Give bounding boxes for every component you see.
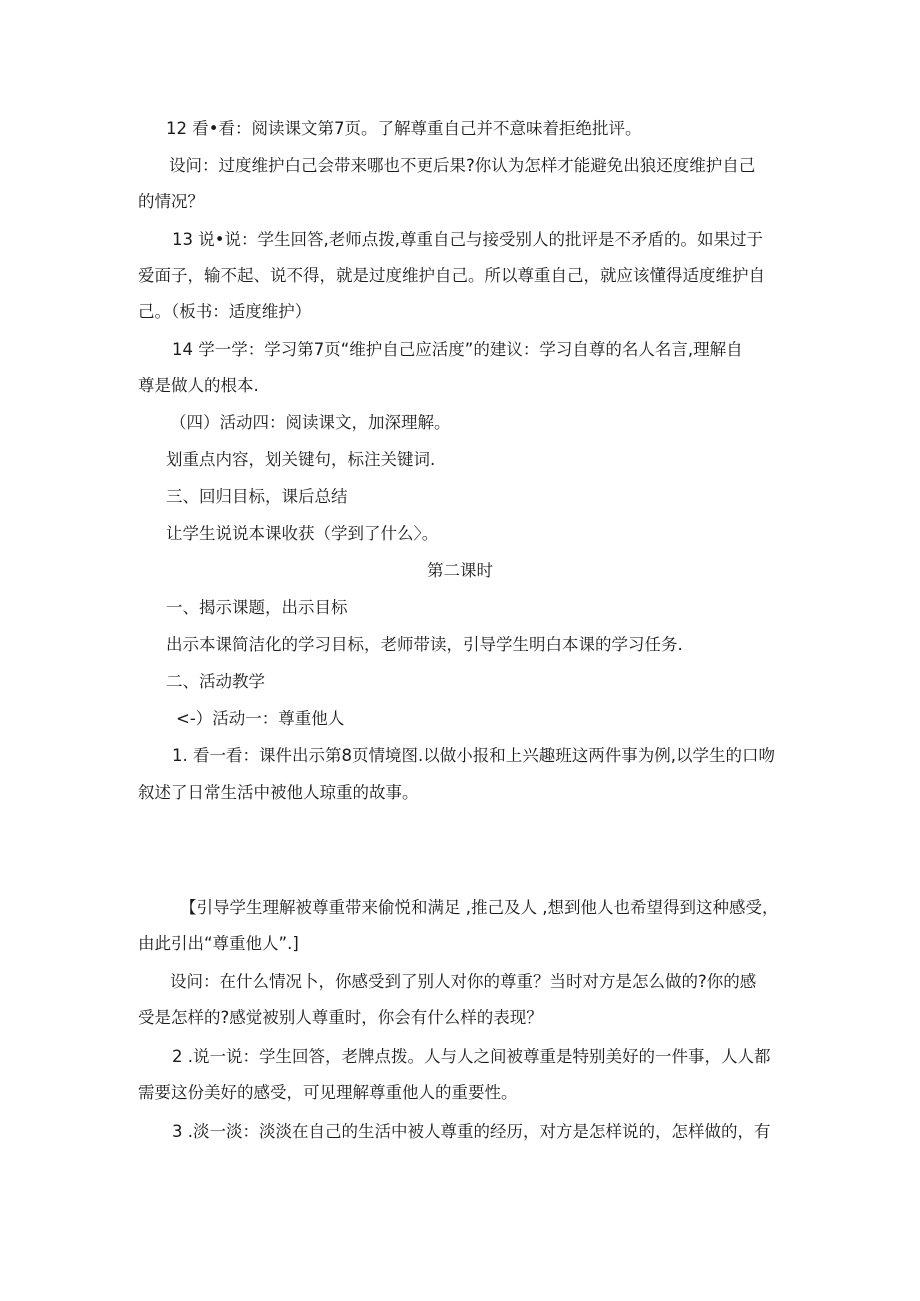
step-13-line-2: 爱面子，输不起、说不得，就是过度维护自己。所以尊重自己，就应该懂得适度维护自: [138, 266, 765, 285]
look-step-line-1: 1. 看一看：课件出示第8页情境图.以做小报和上兴趣班这两件事为例,以学生的口吻: [172, 746, 775, 765]
section-2-heading: 二、活动教学: [166, 672, 265, 691]
look-step-line-2: 叙述了日常生活中被他人琼重的故事。: [138, 783, 419, 802]
activity-4-instruction: 划重点内容，划关键句，标注关键词.: [166, 450, 436, 469]
guidance-line-1: 【引导学生理解被尊重带来偷悦和满足 ,推己及人 ,想到他人也希望得到这种感受，: [180, 898, 779, 917]
lesson-2-title: 第二课时: [427, 561, 493, 580]
section-1-body: 出示本课简洁化的学习目标，老师带读，引导学生明白本课的学习任务.: [166, 635, 683, 654]
section-1-heading: 一、揭示课题，出示目标: [166, 598, 348, 617]
guidance-line-2: 由此引出“尊重他人”.]: [138, 934, 299, 953]
speak-step-line-2: 需要这份美好的感受，可见理解尊重他人的重要性。: [138, 1083, 518, 1102]
activity-4-heading: （四）活动四：阅读课文，加深理解。: [170, 413, 451, 432]
section-3-body: 让学生说说本课收获（学到了什么〉。: [166, 524, 439, 543]
speak-step-line-1: 2 .说一说：学生回答，老牌点拨。人与人之间被尊重是特别美好的一件事，人人都: [172, 1047, 771, 1066]
question-2-line-1: 设问：在什么情况卜，你感受到了别人对你的尊重？当时对方是怎么做的?你的感: [170, 972, 757, 991]
step-14-line-1: 14 学一学：学习第7页“维护自己应活度”的建议：学习自尊的名人名言,理解自: [172, 340, 743, 359]
question-line-1: 设问：过度维护白己会带来哪也不更后果?你认为怎样才能避免出狼还度维护自己: [169, 156, 756, 175]
step-12-line: 12 看•看：阅读课文第7页。了解尊重自己并不意味着拒绝批评。: [166, 119, 642, 138]
activity-1-heading: <-）活动一：尊重他人: [176, 709, 345, 728]
step-13-line-3: 己。（板书：适度维护）: [138, 302, 312, 321]
question-2-line-2: 受是怎样的?感觉被别人尊重时，你会有什么样的表现？: [138, 1008, 543, 1027]
talk-step-line-1: 3 .淡一淡：淡淡在自己的生活中被人尊重的经历，对方是怎样说的，怎样做的，有: [172, 1122, 771, 1141]
question-line-2: 的情况？: [138, 192, 204, 211]
section-3-heading: 三、回归目标，课后总结: [166, 487, 348, 506]
step-13-line-1: 13 说•说：学生回答,老师点拨,尊重自己与接受别人的批评是不矛盾的。如果过于: [172, 230, 763, 249]
step-14-line-2: 尊是做人的根本.: [138, 376, 259, 395]
